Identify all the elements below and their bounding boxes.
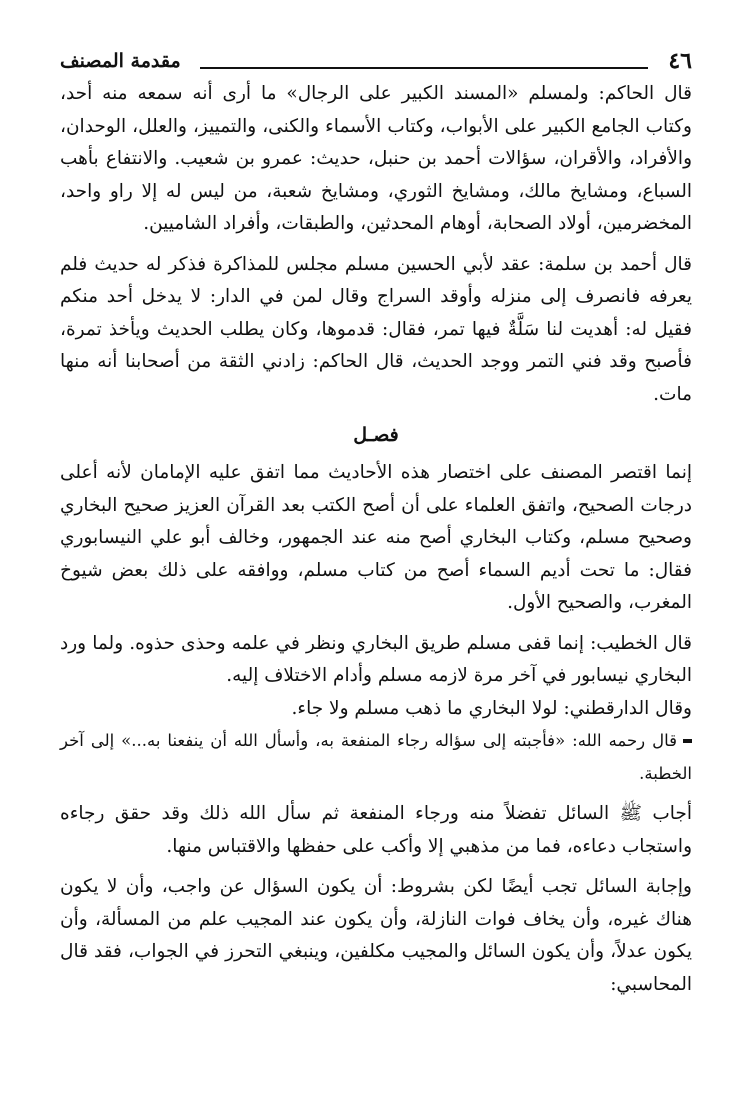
paragraph-answer: أجاب ﷺ السائل تفضلاً منه ورجاء المنفعة ثم سأل الله ذلك وقد حقق رجاءه واستجاب دعاءه، فما من مذهبي إلا وأكب على حفظها والاقتباس منها. bbox=[60, 803, 692, 857]
section-heading-text: فصـل bbox=[353, 424, 399, 446]
header-rule bbox=[200, 67, 648, 69]
page-header bbox=[60, 48, 692, 78]
page-number: ٤٦ bbox=[668, 48, 692, 74]
quote-text: قال رحمه الله: «فأجبته إلى سؤاله رجاء المنفعة به، وأسأل الله أن ينفعنا به...» إلى آخر الخطبة. bbox=[60, 731, 692, 783]
book-page bbox=[60, 48, 692, 1001]
running-title: مقدمة المصنف bbox=[60, 50, 181, 72]
paragraph-sahih-ranking: إنما اقتصر المصنف على اختصار هذه الأحاديث مما اتفق عليه الإمامان لأنه أعلى درجات الصحيح، واتفق العلماء على أن أصح الكتب بعد القرآن العزيز صحيح البخاري وصحيح مسلم، وكتاب البخاري أصح منه عند الجمهور، وخالف أبو علي النيسابوري فقال: ما تحت أديم السماء أصح من كتاب مسلم، ووافقه على ذلك بعض شيوخ المغرب، والصحيح الأول. bbox=[60, 462, 692, 613]
paragraph-conditions: وإجابة السائل تجب أيضًا لكن بشروط: أن يكون السؤال عن واجب، وأن لا يكون هناك غيره، وأن يخاف فوات النازلة، وأن يكون عند المجيب علم من المسألة، وأن يكون عدلاً، وأن يكون السائل والمجيب مكلفين، وينبغي التحرز في الجواب، فقد قال المحاسبي: bbox=[60, 876, 692, 995]
section-heading bbox=[60, 419, 692, 451]
paragraph-khatib: قال الخطيب: إنما قفى مسلم طريق البخاري ونظر في علمه وحذى حذوه. ولما ورد البخاري نيسابور في آخر مرة لازمه مسلم وأدام الاختلاف إليه. bbox=[60, 632, 692, 686]
quote-paragraph bbox=[60, 725, 692, 790]
paragraph-hakim-works: قال الحاكم: ولمسلم «المسند الكبير على الرجال» ما أرى أنه سمعه منه أحد، وكتاب الجامع الكبير على الأبواب، وكتاب الأسماء والكنى، والتمييز، والعلل، الوحدان، والأفراد، والأقران، سؤالات أحمد بن حنبل، حديث: عمرو بن شعيب. والانتفاع بأهب السباع، ومشايخ مالك، ومشايخ الثوري، ومشايخ شعبة، من ليس له إلا راو واحد، المخضرمين، أولاد الصحابة، أوهام المحدثين، والطبقات، وأفراد الشاميين. bbox=[60, 83, 692, 234]
paragraph-daraqutni: وقال الدارقطني: لولا البخاري ما ذهب مسلم ولا جاء. bbox=[291, 697, 692, 719]
dash-marker bbox=[683, 739, 692, 743]
paragraph-ahmad-bin-salama: قال أحمد بن سلمة: عقد لأبي الحسين مسلم مجلس للمذاكرة فذكر له حديث فلم يعرفه فانصرف إلى منزله وأوقد السراج وقال لمن في الدار: لا يدخل أحد منكم فقيل له: أهديت لنا سَلَّةٌ فيها تمر، فقال: قدموها، وكان يطلب الحديث ويأخذ تمرة، فأصبح وقد فني التمر ووجد الحديث، قال الحاكم: زادني الثقة من أصحابنا أنه منها مات. bbox=[60, 253, 692, 405]
